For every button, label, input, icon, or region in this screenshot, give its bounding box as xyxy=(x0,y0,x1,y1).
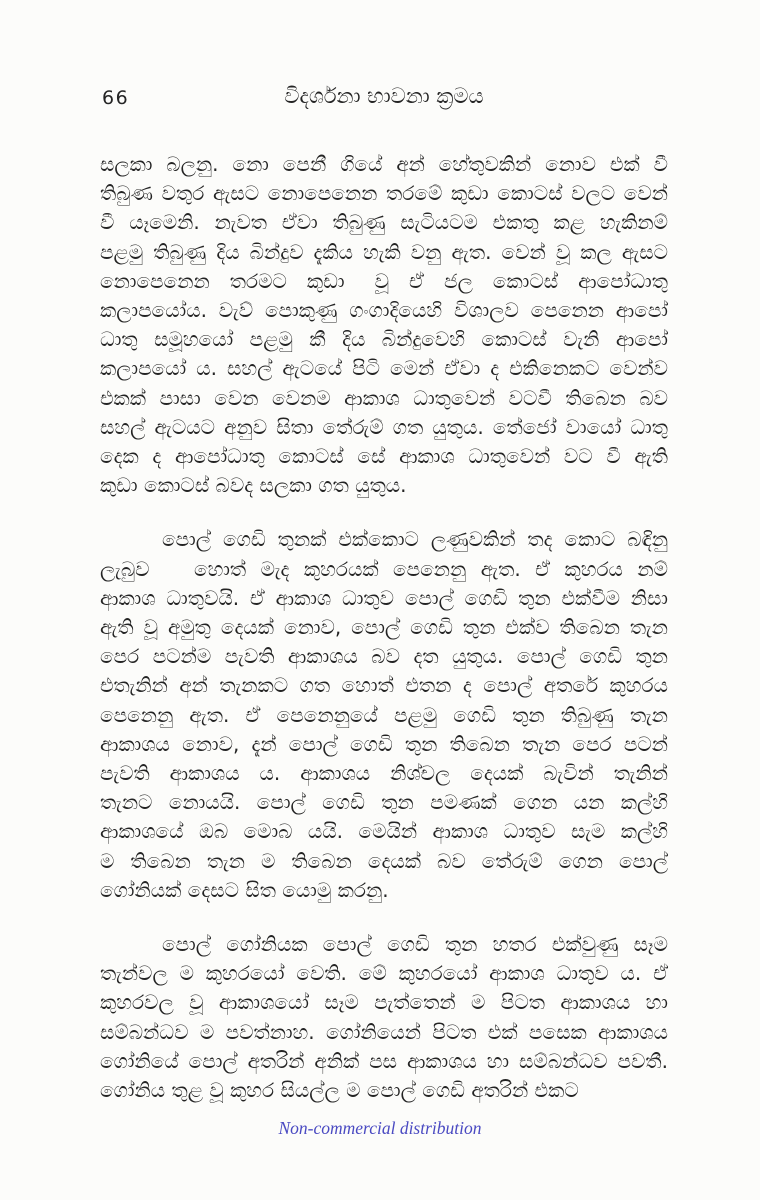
text-line: පෙර පටන්ම පැවති ආකාශය බව දත යුතුය. පොල් ගෙඩි තුන xyxy=(100,644,668,669)
text-line: ලැබුව හොත් මැද කුහරයක් පෙනෙනු ඇත. ඒ කුහරය නම් xyxy=(100,556,668,581)
footer-note: Non-commercial distribution xyxy=(278,1118,482,1138)
paragraph xyxy=(100,525,668,905)
text-line: ම තිබෙන තැන ම තිබෙන දෙයක් බව තේරුම් ගෙන පොල් xyxy=(100,848,668,873)
text-line: පොල් ගෝනියක පොල් ගෙඩි තුන හතර එක්වුණු සෑම xyxy=(162,932,668,957)
text-line: ගෝනියේ පොල් අතරින් අනික් පස ආකාශය හා සම්බන්ධව පවතී. xyxy=(100,1048,668,1073)
paragraph xyxy=(100,150,668,500)
text-line: තැනට නොයයි. පොල් ගෙඩි තුන පමණක් ගෙන යන කල්හි xyxy=(100,790,668,815)
page-number: 66 xyxy=(102,87,130,109)
text-line: සහල් ඇටයට අනුව සිතා තේරුම් ගත යුතුය. තේජෝ වායෝ ධාතු xyxy=(100,414,668,439)
text-line: කුඩා කොටස් බවද සලකා ගත යුතුය. xyxy=(100,473,407,498)
text-line: පැවති ආකාශය ය. ආකාශය නිශ්චල දෙයක් බැවින් තැනින් xyxy=(100,761,668,786)
text-line: කලාපයෝ ය. සහල් ඇටයේ පිටි මෙන් ඒවා ද එකිනෙකට වෙන්ව xyxy=(100,356,668,381)
page-body xyxy=(100,150,668,1130)
text-line: කුහරවල වූ ආකාශයෝ සෑම පැත්තෙන් ම පිටත ආකාශය හා xyxy=(100,990,668,1015)
text-line: වී යෑමෙනි. නැවත ඒවා තිබුණු සැටියටම එකතු කළ හැකිනම් xyxy=(100,210,668,235)
text-line: ගෝනිය තුළ වූ කුහර සියල්ල ම පොල් ගෙඩි අතරින් එකට xyxy=(100,1078,579,1103)
text-line: ආකාශයේ ඔබ මොබ යයි. මෙයින් ආකාශ ධාතුව සැම කල්හි xyxy=(100,819,668,844)
text-line: ආකාශ ධාතුවයි. ඒ ආකාශ ධාතුව පොල් ගෙඩි තුන එක්වීම නිසා xyxy=(100,585,668,610)
page-header xyxy=(100,84,668,114)
page-title: විදර්ශනා භාවනා ක්‍රමය xyxy=(284,84,484,108)
text-line: පෙනෙනු ඇත. ඒ පෙනෙනුයේ පළමු ගෙඩි තුන තිබුණු තැන xyxy=(100,702,668,727)
text-line: දෙක ද ආපෝධාතු කොටස් සේ ආකාශ ධාතුවෙන් වට වී ඇති xyxy=(100,444,668,469)
text-line: නොපෙනෙන තරමට කුඩා වූ ඒ ජල කොටස් ආපෝධාතු xyxy=(100,268,668,293)
text-line: තිබුණ වතුර ඇසට නොපෙනෙන තරමේ කුඩා කොටස් වලට වෙන් xyxy=(100,181,668,206)
text-line: පළමු තිබුණු දිය බින්දුව දැකිය හැකි වනු ඇත. වෙන් වූ කල ඇසට xyxy=(100,239,668,264)
text-line: සලකා බලනු. නො පෙනී ගියේ අන් හේතුවකින් නොව එක් වී xyxy=(100,152,668,176)
paragraph xyxy=(100,930,668,1105)
text-line: ආකාශය නොව, දැන් පොල් ගෙඩි තුන තිබෙන තැන පෙර පටන් xyxy=(100,731,668,756)
text-line: සම්බන්ධව ම පවත්නාහ. ගෝනියෙන් පිටත එක් පසෙක ආකාශය xyxy=(100,1019,668,1044)
text-line: ඇති වූ අමුතු දෙයක් නොව, පොල් ගෙඩි තුන එක්ව තිබෙන තැන xyxy=(100,615,668,640)
text-line: තැන්වල ම කුහරයෝ වෙති. මේ කුහරයෝ ආකාශ ධාතුව ය. ඒ xyxy=(100,961,668,986)
text-line: එකක් පාසා වෙන වෙනම ආකාශ ධාතුවෙන් වටවී තිබෙන බව xyxy=(100,385,668,410)
text-line: ධාතු සමූහයෝ පළමු කී දිය බින්දුවෙහි කොටස් වැනි ආපෝ xyxy=(100,327,668,352)
text-line: එතැනින් අන් තැනකට ගත හොත් එතන ද පොල් අතරේ කුහරය xyxy=(100,673,668,698)
text-line: කලාපයෝය. වැව් පොකුණු ගංගාදියෙහි විශාලව පෙනෙන ආපෝ xyxy=(100,298,668,323)
text-line: ගෝනියක් දෙසට සිත යොමු කරනු. xyxy=(100,877,389,902)
text-line: පොල් ගෙඩි තුනක් එක්කොට ලණුවකින් තද කොට බඳිනු xyxy=(162,527,668,552)
